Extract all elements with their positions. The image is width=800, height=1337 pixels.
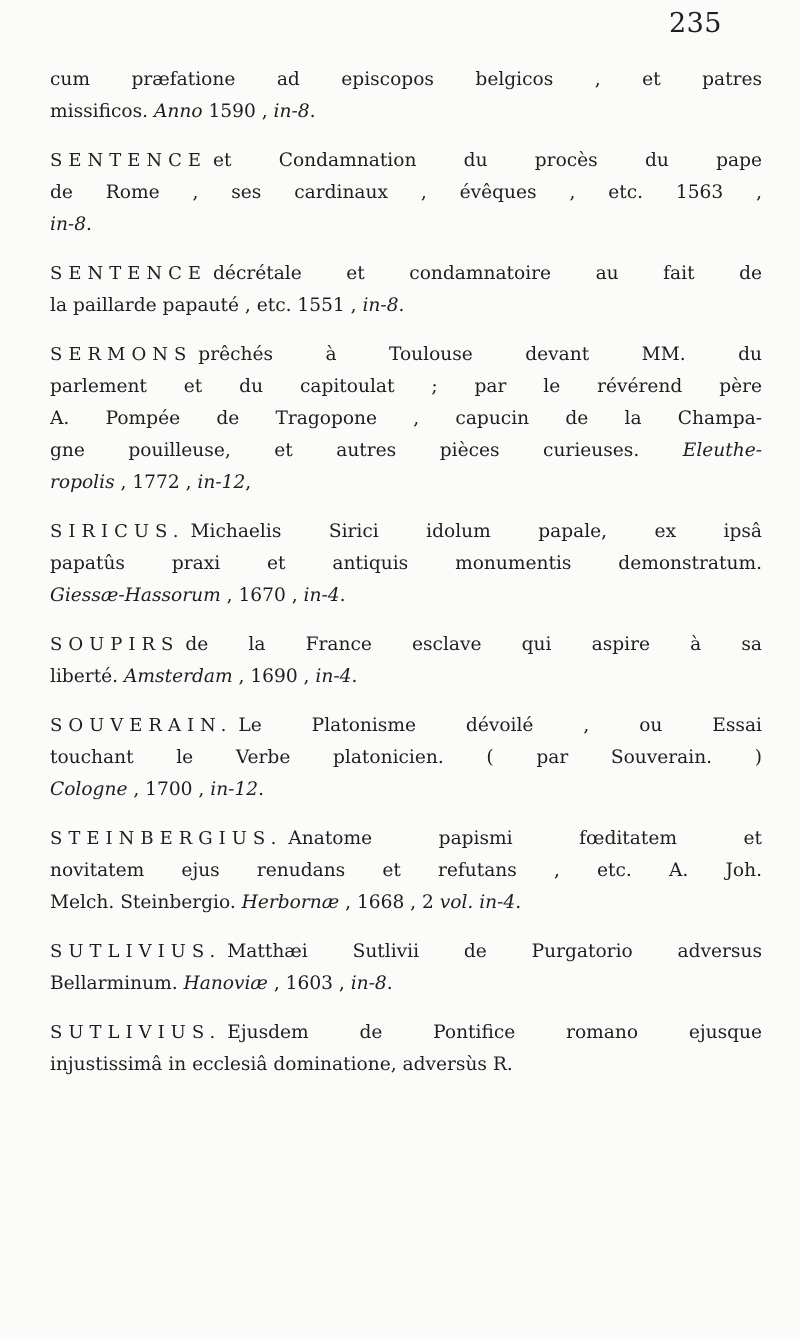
entry-text: et Condamnation du procès du pape — [213, 150, 762, 171]
entry-line — [50, 823, 762, 855]
entry-text: décrétale et condamnatoire au fait de — [213, 263, 762, 284]
entry-headword: SIRICUS. — [50, 521, 185, 542]
catalogue-entry — [50, 145, 762, 241]
entry-text: , 1603 , — [267, 973, 351, 994]
entry-text: parlement et du capitoulat ; par le révérend père — [50, 376, 762, 397]
entry-text: . — [258, 779, 265, 800]
entry-line — [50, 516, 762, 548]
entry-italic-text: in-12 — [210, 779, 259, 800]
entry-text: injustissimâ in ecclesiâ dominatione, adversùs R. — [50, 1054, 513, 1075]
entry-line — [50, 145, 762, 177]
catalogue-entry — [50, 629, 762, 693]
entry-italic-text: Herbornæ — [241, 892, 340, 913]
entry-text: , — [245, 472, 252, 493]
entry-headword: SERMONS — [50, 344, 193, 365]
entry-text: liberté. — [50, 666, 124, 687]
catalogue-entry — [50, 710, 762, 806]
entry-line — [50, 936, 762, 968]
page-number: 235 — [668, 8, 722, 39]
entry-italic-text: in-4 — [303, 585, 340, 606]
entry-text: novitatem ejus renudans et refutans , etc. A. Joh. — [50, 860, 762, 881]
entry-text: 1590 , — [202, 101, 274, 122]
entry-headword: SUTLIVIUS. — [50, 1022, 222, 1043]
catalogue-entry — [50, 823, 762, 919]
entry-italic-text: in-4 — [315, 666, 352, 687]
entry-headword: SOUVERAIN. — [50, 715, 233, 736]
entry-headword: SENTENCE — [50, 263, 208, 284]
entry-line — [50, 209, 762, 241]
entry-headword: SOUPIRS — [50, 634, 180, 655]
entry-text: papatûs praxi et antiquis monumentis demonstratum. — [50, 553, 762, 574]
entry-italic-text: vol. in-4 — [439, 892, 516, 913]
entry-text: . — [86, 214, 92, 235]
entry-text: . — [398, 295, 405, 316]
entry-text: A. Pompée de Tragopone , capucin de la Champa- — [50, 408, 762, 429]
entry-line — [50, 710, 762, 742]
entry-line — [50, 339, 762, 371]
entry-text: , 1668 , 2 — [339, 892, 440, 913]
entry-line — [50, 742, 762, 774]
catalogue-entries — [50, 64, 762, 1098]
entry-text: , 1772 , — [114, 472, 198, 493]
entry-text: . — [351, 666, 358, 687]
entry-text: gne pouilleuse, et autres pièces curieuses. — [50, 440, 683, 461]
entry-text: Le Platonisme dévoilé , ou Essai — [238, 715, 762, 736]
catalogue-entry — [50, 516, 762, 612]
entry-line — [50, 1017, 762, 1049]
entry-line — [50, 1049, 762, 1081]
entry-text: cum præfatione ad episcopos belgicos , et patres — [50, 69, 762, 90]
entry-line — [50, 580, 762, 612]
entry-line — [50, 96, 762, 128]
entry-text: . — [309, 101, 316, 122]
entry-text: prêchés à Toulouse devant MM. du — [198, 344, 762, 365]
entry-text: Melch. Steinbergio. — [50, 892, 242, 913]
entry-text: Ejusdem de Pontifice romano ejusque — [227, 1022, 762, 1043]
entry-headword: SUTLIVIUS. — [50, 941, 222, 962]
entry-italic-text: in-8 — [273, 101, 310, 122]
entry-text: , 1670 , — [220, 585, 304, 606]
catalogue-entry — [50, 1017, 762, 1081]
entry-line — [50, 629, 762, 661]
entry-text: touchant le Verbe platonicien. ( par Souverain. ) — [50, 747, 762, 768]
entry-line — [50, 855, 762, 887]
entry-line — [50, 64, 762, 96]
entry-italic-text: Giessæ-Hassorum — [50, 585, 221, 606]
entry-line — [50, 467, 762, 499]
entry-text: . — [339, 585, 346, 606]
entry-line — [50, 177, 762, 209]
entry-text: de Rome , ses cardinaux , évêques , etc. 1563 , — [50, 182, 762, 203]
entry-line — [50, 968, 762, 1000]
entry-headword: SENTENCE — [50, 150, 208, 171]
entry-headword: STEINBERGIUS. — [50, 828, 283, 849]
entry-italic-text: Amsterdam — [124, 666, 233, 687]
entry-text: . — [515, 892, 522, 913]
catalogue-entry — [50, 339, 762, 499]
entry-text: Anatome papismi fœditatem et — [288, 828, 762, 849]
catalogue-entry — [50, 64, 762, 128]
entry-line — [50, 290, 762, 322]
entry-italic-text: in-8 — [350, 973, 387, 994]
entry-line — [50, 403, 762, 435]
entry-line — [50, 548, 762, 580]
entry-text: . — [386, 973, 393, 994]
entry-italic-text: Hanoviæ — [183, 973, 268, 994]
entry-text: Michaelis Sirici idolum papale, ex ipsâ — [190, 521, 762, 542]
entry-italic-text: in-8 — [362, 295, 399, 316]
entry-text: , 1690 , — [232, 666, 316, 687]
entry-line — [50, 258, 762, 290]
entry-text: , 1700 , — [127, 779, 211, 800]
catalogue-entry — [50, 936, 762, 1000]
entry-line — [50, 887, 762, 919]
entry-text: Bellarminum. — [50, 973, 184, 994]
entry-line — [50, 661, 762, 693]
catalogue-entry — [50, 258, 762, 322]
entry-italic-text: Anno — [153, 101, 203, 122]
entry-italic-text: in-12 — [197, 472, 246, 493]
entry-text: de la France esclave qui aspire à sa — [185, 634, 762, 655]
entry-text: missificos. — [50, 101, 154, 122]
entry-line — [50, 371, 762, 403]
entry-italic-text: Cologne — [50, 779, 128, 800]
entry-italic-text: in-8 — [50, 214, 87, 235]
entry-text: la paillarde papauté , etc. 1551 , — [50, 295, 363, 316]
entry-line — [50, 774, 762, 806]
entry-italic-text: ropolis — [50, 472, 115, 493]
entry-line — [50, 435, 762, 467]
entry-text: Matthæi Sutlivii de Purgatorio adversus — [227, 941, 762, 962]
entry-italic-text: Eleuthe- — [682, 440, 762, 461]
